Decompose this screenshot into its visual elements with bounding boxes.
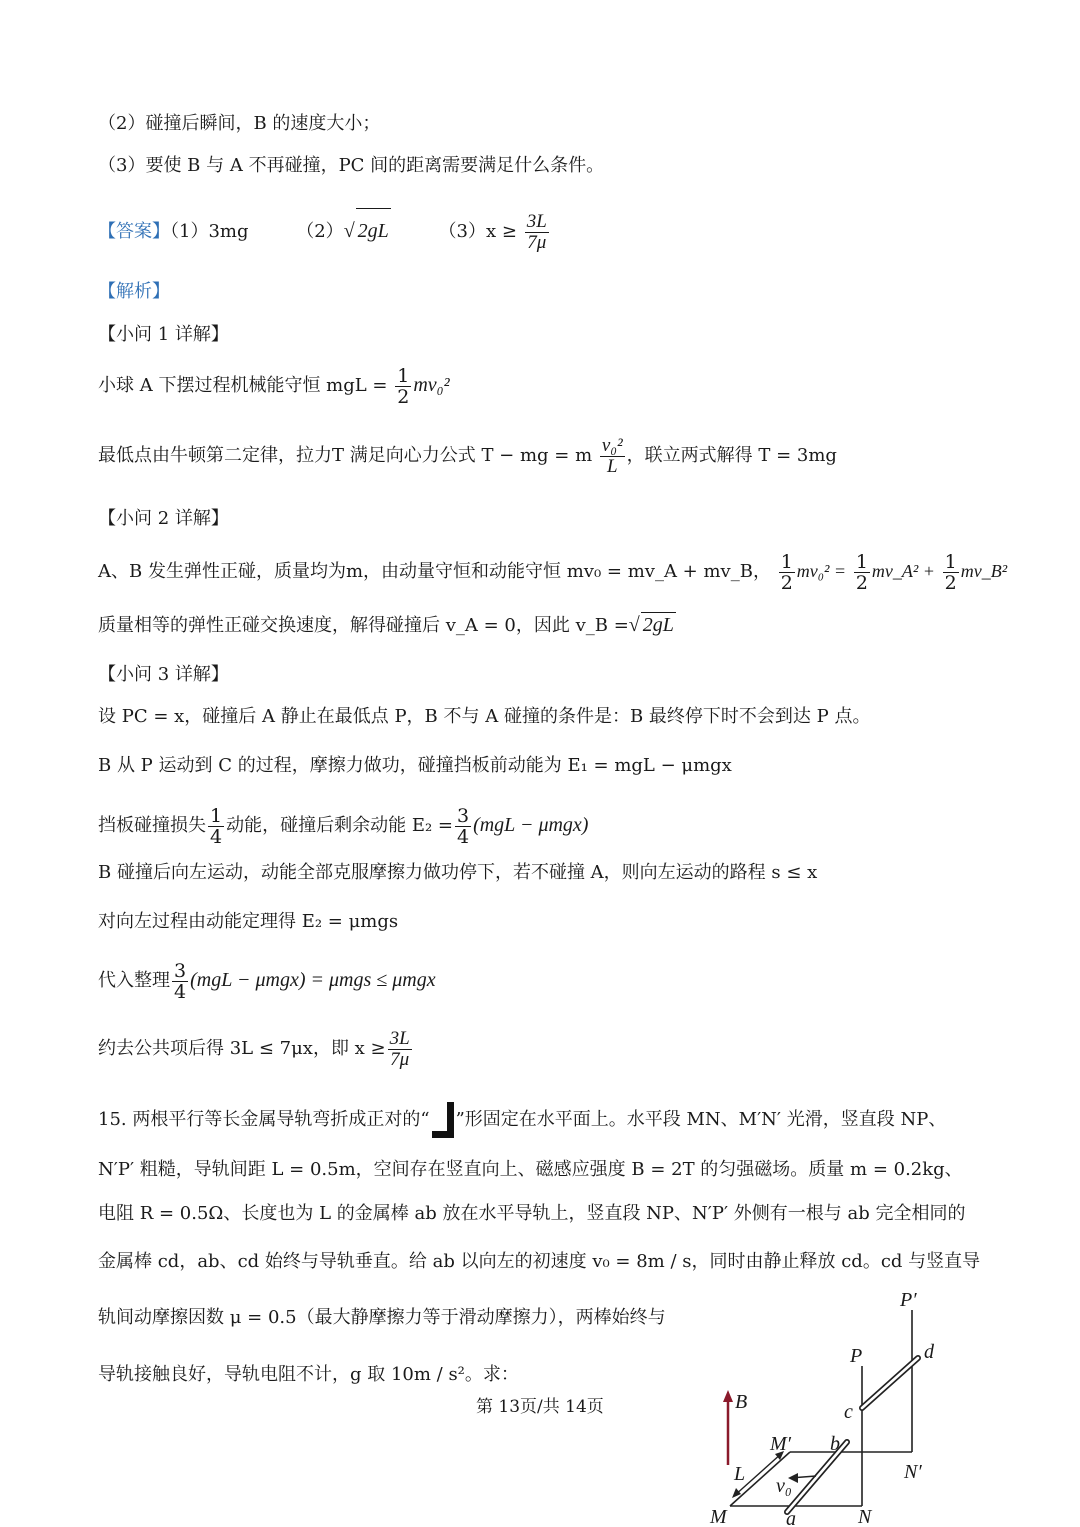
answer-1: （1）3mg bbox=[170, 221, 249, 242]
fig-label-d: d bbox=[924, 1341, 934, 1363]
answer-line: 【答案】（1）3mg （2）√ 2gL （3）x ≥ $\frac{3L}{7\mu}$ bbox=[98, 208, 551, 254]
three-quarter-fraction: $\frac{3}{4}$ bbox=[456, 804, 470, 848]
problem15-line1: 15. 两根平行等长金属导轨弯折成正对的“ ”形固定在水平面上。水平段 MN、M′N′ 光滑，竖直段 NP、 bbox=[98, 1100, 946, 1140]
problem15-line6: 导轨接触良好，导轨电阻不计，g 取 10m / s²。求： bbox=[98, 1364, 519, 1385]
half-fraction: $\frac{1}{2}$ bbox=[397, 364, 410, 408]
part3-line5: 对向左过程由动能定理得 E₂ = μmgs bbox=[98, 911, 399, 932]
fig-label-v0: v₀ bbox=[776, 1475, 792, 1497]
answer-label: 【答案】 bbox=[98, 221, 170, 242]
part1-line1: 小球 A 下摆过程机械能守恒 mgL = $\frac{1}{2}$ mv₀² bbox=[98, 364, 450, 408]
part3-line3: 挡板碰撞损失 $\frac{1}{4}$ 动能，碰撞后剩余动能 E₂ = $\frac{3}{4}$ (mgL − μmgx) bbox=[98, 804, 589, 848]
part3-line1: 设 PC = x，碰撞后 A 静止在最低点 P，B 不与 A 碰撞的条件是：B 最终停下时不会到达 P 点。 bbox=[98, 706, 871, 727]
fig-label-Nprime: N′ bbox=[904, 1461, 922, 1483]
fig-label-P: P bbox=[850, 1345, 863, 1367]
fig-label-M: M bbox=[710, 1506, 727, 1527]
problem15-line5: 轨间动摩擦因数 μ = 0.5（最大静摩擦力等于滑动摩擦力），两棒始终与 bbox=[98, 1307, 666, 1328]
answer-3: （3）x ≥ bbox=[438, 221, 517, 242]
answer-3-fraction: $\frac{3L}{7\mu}$ bbox=[526, 210, 547, 253]
fig-label-Mprime: M′ bbox=[770, 1433, 792, 1455]
answer-2: （2） bbox=[296, 221, 344, 242]
part3-line4: B 碰撞后向左运动，动能全部克服摩擦力做功停下，若不碰撞 A，则向左运动的路程 s ≤ x bbox=[98, 862, 818, 883]
page-footer: 第 13页/共 14页 bbox=[476, 1397, 604, 1417]
rail-shape-icon bbox=[432, 1102, 454, 1138]
problem15-line4: 金属棒 cd，ab、cd 始终与导轨垂直。给 ab 以向左的初速度 v₀ = 8m / s，同时由静止释放 cd。cd 与竖直导 bbox=[98, 1251, 981, 1272]
quarter-fraction: $\frac{1}{4}$ bbox=[210, 804, 223, 848]
problem15-line2: N′P′ 粗糙，导轨间距 L = 0.5m，空间存在竖直向上、磁感应强度 B = 2T 的匀强磁场。质量 m = 0.2kg、 bbox=[98, 1159, 963, 1180]
fig-label-a: a bbox=[786, 1508, 796, 1527]
answer-2-value: 2gL bbox=[356, 208, 391, 253]
part1-line2: 最低点由牛顿第二定律，拉力T 满足向心力公式 T − mg = m $\frac{\text{v₀²}}{L}$ ，联立两式解得 T = 3mg bbox=[98, 434, 837, 477]
three-quarter-fraction-2: $\frac{3}{4}$ bbox=[174, 959, 187, 1003]
vb-value: 2gL bbox=[642, 614, 674, 636]
analysis-label: 【解析】 bbox=[98, 281, 170, 302]
fig-label-c: c bbox=[844, 1401, 853, 1423]
question-2: （2）碰撞后瞬间，B 的速度大小； bbox=[98, 113, 381, 134]
centripetal-fraction: $\frac{\text{v₀²}}{L}$ bbox=[601, 434, 623, 477]
fig-label-L: L bbox=[734, 1463, 746, 1485]
half-fraction-c: $\frac{1}{2}$ bbox=[944, 550, 957, 594]
fig-label-N: N bbox=[858, 1506, 872, 1527]
fig-label-Pprime: P′ bbox=[900, 1290, 917, 1311]
half-fraction-a: $\frac{1}{2}$ bbox=[780, 550, 793, 594]
half-fraction-b: $\frac{1}{2}$ bbox=[855, 550, 868, 594]
part2-line2: 质量相等的弹性正碰交换速度，解得碰撞后 v_A = 0，因此 v_B =√ 2gL bbox=[98, 614, 674, 636]
fig-label-b: b bbox=[830, 1433, 840, 1455]
part2-heading: 【小问 2 详解】 bbox=[98, 508, 229, 529]
part3-line7: 约去公共项后得 3L ≤ 7μx，即 x ≥ $\frac{3L}{7\mu}$ bbox=[98, 1027, 410, 1070]
question-3: （3）要使 B 与 A 不再碰撞，PC 间的距离需要满足什么条件。 bbox=[98, 155, 605, 176]
part3-heading: 【小问 3 详解】 bbox=[98, 664, 229, 685]
problem15-line3: 电阻 R = 0.5Ω、长度也为 L 的金属棒 ab 放在水平导轨上，竖直段 NP、N′P′ 外侧有一根与 ab 完全相同的 bbox=[98, 1203, 966, 1224]
rail-figure bbox=[690, 1290, 1000, 1527]
part2-line1: A、B 发生弹性正碰，质量均为m，由动量守恒和动能守恒 mv₀ = mv_A + mv_B， $\frac{1}{2}$ mv₀² = $\frac{1}{2}$ mv_A² + $\frac{1}{2}$ mv_B² bbox=[98, 550, 1008, 594]
final-fraction: $\frac{3L}{7\mu}$ bbox=[389, 1027, 410, 1070]
part3-line2: B 从 P 运动到 C 的过程，摩擦力做功，碰撞挡板前动能为 E₁ = mgL − μmgx bbox=[98, 755, 732, 776]
part1-heading: 【小问 1 详解】 bbox=[98, 324, 229, 345]
part3-line6: 代入整理 $\frac{3}{4}$ (mgL − μmgx) = μmgs ≤ μmgx bbox=[98, 959, 436, 1003]
fig-label-B: B bbox=[735, 1391, 748, 1413]
